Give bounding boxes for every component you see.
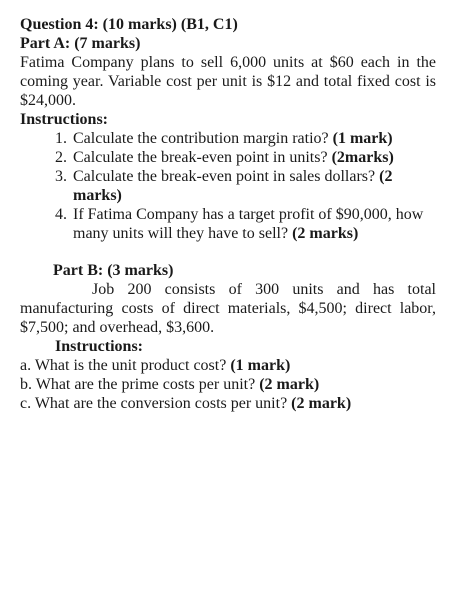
item-text: Calculate the break-even point in units?: [73, 149, 332, 166]
part-a-instructions-list: [20, 129, 436, 243]
item-text: c. What are the conversion costs per unit?: [20, 395, 292, 412]
item-text: a. What is the unit product cost?: [20, 357, 231, 374]
part-b-instructions-list: [20, 356, 436, 413]
section-spacer: [20, 243, 436, 261]
part-a-item-4: [55, 205, 436, 243]
part-b-item-c: [20, 394, 436, 413]
part-b-body: Job 200 consists of 300 units and has total manufacturing costs of direct materials, $4,500; direct labor, $7,500; and overhead, $3,600.: [20, 281, 436, 336]
part-b-instructions-title: Instructions:: [55, 338, 144, 355]
item-text: b. What are the prime costs per unit?: [20, 376, 260, 393]
part-b-title: Part B: (3 marks): [53, 262, 174, 279]
item-marks: (2marks): [331, 149, 394, 166]
item-marks: (1 mark): [332, 130, 393, 147]
part-a-item-2: [55, 148, 436, 167]
part-a-instructions-title: Instructions:: [20, 111, 109, 128]
part-a-item-1: [55, 129, 436, 148]
part-a-item-3: [55, 167, 436, 205]
question-title: Question 4: (10 marks) (B1, C1): [20, 16, 238, 33]
part-a-title: Part A: (7 marks): [20, 35, 141, 52]
item-marks: (2 mark): [259, 376, 320, 393]
item-number: 3.: [55, 168, 67, 185]
item-marks: (2 marks): [292, 225, 359, 242]
part-b-item-b: [20, 375, 436, 394]
part-b-item-a: [20, 356, 436, 375]
item-number: 1.: [55, 130, 67, 147]
item-marks: (2 mark): [291, 395, 352, 412]
part-a-body: Fatima Company plans to sell 6,000 units at $60 each in the coming year. Variable cost per unit is $12 and total fixed cost is $24,000.: [20, 54, 436, 109]
item-marks: (1 mark): [230, 357, 291, 374]
item-number: 4.: [55, 206, 67, 223]
question-document: [20, 15, 436, 413]
item-marks: (2 marks): [73, 168, 393, 204]
item-number: 2.: [55, 149, 67, 166]
item-text: If Fatima Company has a target profit of $90,000, how many units will they have to sell?: [73, 206, 424, 242]
item-text: Calculate the contribution margin ratio?: [73, 130, 333, 147]
item-text: Calculate the break-even point in sales dollars?: [73, 168, 380, 185]
